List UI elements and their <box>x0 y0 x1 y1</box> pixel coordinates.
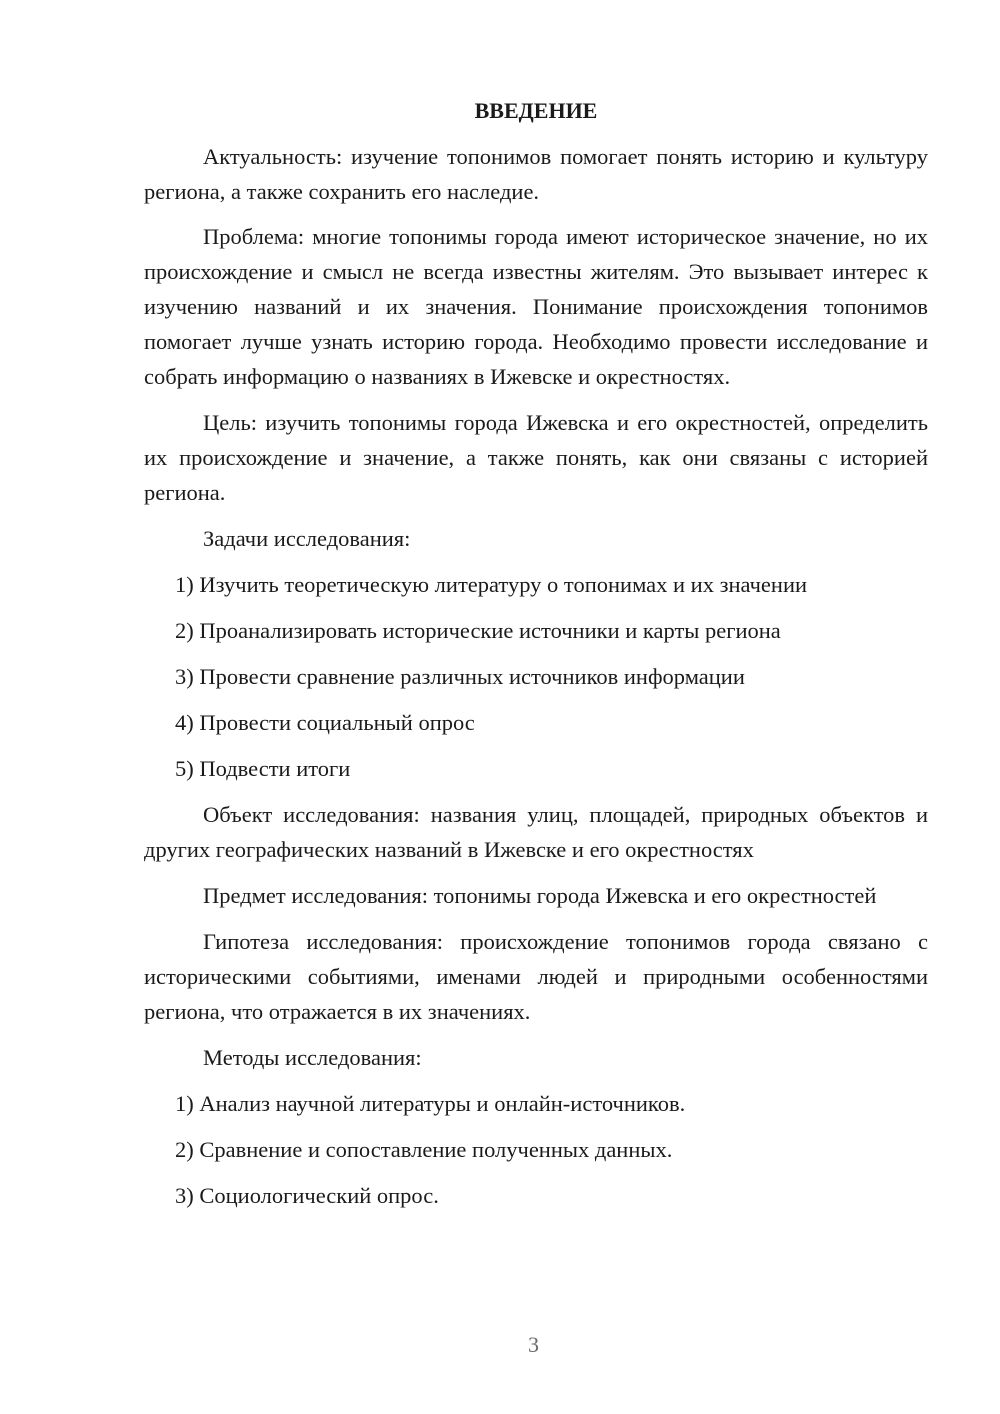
tasks-list <box>144 567 928 786</box>
section-heading: ВВЕДЕНИЕ <box>474 98 598 123</box>
list-item: 1) Анализ научной литературы и онлайн-источников. <box>175 1091 686 1116</box>
relevance-paragraph: Актуальность: изучение топонимов помогает понять историю и культуру региона, а также сохранить его наследие. <box>144 144 928 204</box>
methods-label: Методы исследования: <box>203 1045 422 1070</box>
list-item: 4) Провести социальный опрос <box>175 710 475 735</box>
subject-paragraph: Предмет исследования: топонимы города Ижевска и его окрестностей <box>203 883 877 908</box>
page-content <box>144 93 928 1224</box>
page-number: 3 <box>528 1332 539 1357</box>
methods-list <box>144 1086 928 1213</box>
problem-paragraph: Проблема: многие топонимы города имеют историческое значение, но их происхождение и смысл не всегда известны жителям. Это вызывает интерес к изучению названий и их значения. Понимание происхождения топонимов помогает лучше узнать историю города. Необходимо провести исследование и собрать информацию о названиях в Ижевске и окрестностях. <box>144 224 928 389</box>
goal-paragraph: Цель: изучить топонимы города Ижевска и его окрестностей, определить их происхождение и значение, а также понять, как они связаны с историей региона. <box>144 410 928 505</box>
list-item: 2) Проанализировать исторические источники и карты региона <box>175 618 781 643</box>
list-item: 2) Сравнение и сопоставление полученных данных. <box>175 1137 673 1162</box>
list-item: 3) Провести сравнение различных источников информации <box>175 664 745 689</box>
tasks-label: Задачи исследования: <box>203 526 411 551</box>
list-item: 1) Изучить теоретическую литературу о топонимах и их значении <box>175 572 808 597</box>
object-paragraph: Объект исследования: названия улиц, площадей, природных объектов и других географических названий в Ижевске и его окрестностях <box>144 802 928 862</box>
hypothesis-paragraph: Гипотеза исследования: происхождение топонимов города связано с историческими событиями, именами людей и природными особенностями региона, что отражается в их значениях. <box>144 929 928 1024</box>
list-item: 3) Социологический опрос. <box>175 1183 439 1208</box>
list-item: 5) Подвести итоги <box>175 756 351 781</box>
